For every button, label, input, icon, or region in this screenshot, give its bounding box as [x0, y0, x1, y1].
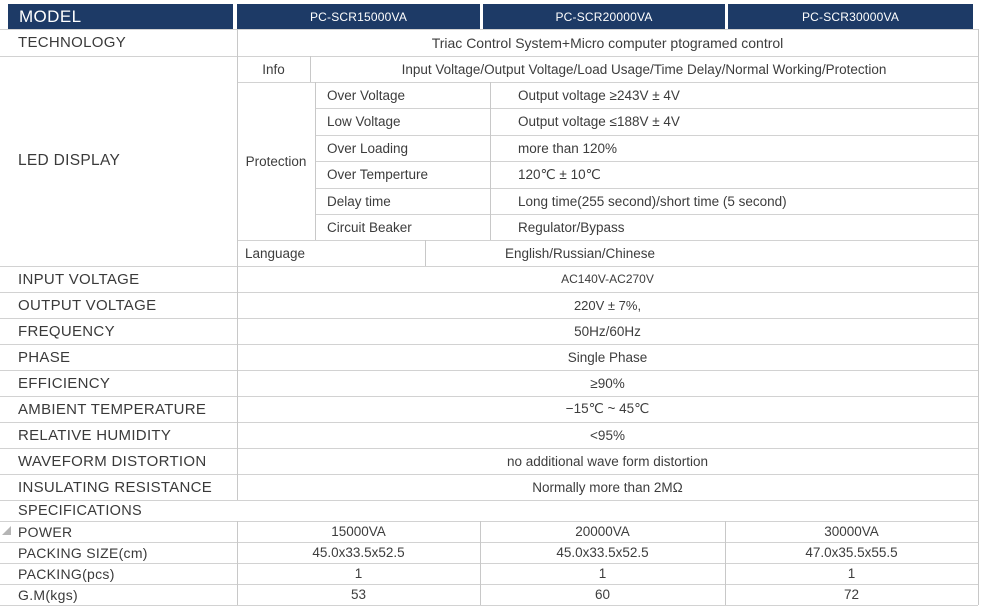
protection-row-value: Long time(255 second)/short time (5 second) [518, 193, 787, 209]
spec-table-value: 30000VA [824, 524, 879, 539]
spec-value: ≥90% [590, 375, 625, 391]
grid-line-v [237, 29, 238, 500]
grid-line-h [0, 396, 978, 397]
protection-row-name: Circuit Beaker [327, 219, 412, 235]
grid-line-h [0, 474, 978, 475]
spec-label: AMBIENT TEMPERATURE [18, 400, 207, 418]
spec-table-value: 20000VA [575, 524, 630, 539]
spec-table-value: 72 [843, 587, 860, 602]
grid-line-h [0, 448, 978, 449]
model-column-2 [483, 4, 725, 29]
spec-label: INSULATING RESISTANCE [18, 478, 213, 496]
grid-line-h [0, 542, 978, 543]
grid-line-h [237, 82, 978, 83]
grid-line-h [0, 584, 978, 585]
grid-line-h [0, 605, 978, 606]
spec-label: PHASE [18, 348, 71, 366]
grid-line-v [490, 82, 491, 240]
spec-table-value: 60 [594, 587, 611, 602]
protection-row-value: 120℃ ± 10℃ [518, 166, 601, 182]
protection-row-name: Over Loading [327, 140, 409, 156]
spec-table-label: POWER [18, 523, 73, 540]
protection-row-value: Output voltage ≥243V ± 4V [518, 87, 680, 103]
spec-table-label: PACKING SIZE(cm) [18, 544, 148, 561]
grid-line-v [425, 240, 426, 266]
grid-line-h [0, 29, 978, 30]
spec-value: Normally more than 2MΩ [532, 479, 683, 495]
spec-label: EFFICIENCY [18, 374, 111, 392]
grid-line-h [0, 370, 978, 371]
spec-value: Single Phase [567, 349, 648, 365]
spec-value: −15℃ ~ 45℃ [565, 401, 650, 416]
led-display-label: LED DISPLAY [18, 152, 121, 169]
spec-value: no additional wave form distortion [506, 453, 709, 469]
grid-line-h [315, 161, 978, 162]
spec-table-value: 15000VA [331, 524, 386, 539]
spec-label: INPUT VOLTAGE [18, 270, 140, 288]
spec-table-label: PACKING(pcs) [18, 565, 115, 582]
grid-line-h [315, 188, 978, 189]
grid-line-h [0, 500, 978, 501]
spec-table-value: 47.0x35.5x55.5 [805, 545, 898, 560]
grid-line-v [480, 521, 481, 605]
model-header-cell [8, 4, 233, 29]
spec-table-value: 53 [350, 587, 367, 602]
technology-label: TECHNOLOGY [18, 34, 127, 51]
grid-line-v [310, 56, 311, 82]
spec-table-value: 1 [847, 566, 856, 581]
spec-table-label: G.M(kgs) [18, 586, 78, 603]
grid-line-h [0, 318, 978, 319]
protection-row-name: Low Voltage [327, 114, 401, 129]
grid-line-h [237, 240, 978, 241]
grid-line-h [0, 521, 978, 522]
model-column-1 [237, 4, 480, 29]
technology-value: Triac Control System+Micro computer ptogramed control [431, 34, 784, 51]
grid-line-h [315, 135, 978, 136]
grid-line-h [0, 422, 978, 423]
grid-line-v [978, 29, 979, 605]
spec-label: WAVEFORM DISTORTION [18, 452, 207, 470]
grid-line-h [0, 563, 978, 564]
model-name-2: PC-SCR20000VA [555, 9, 653, 24]
spec-table-value: 1 [598, 566, 607, 581]
led-info-value: Input Voltage/Output Voltage/Load Usage/Time Delay/Normal Working/Protection [401, 61, 887, 77]
spec-label: FREQUENCY [18, 322, 115, 340]
protection-row-name: Over Voltage [327, 87, 406, 103]
grid-line-h [315, 108, 978, 109]
protection-row-value: more than 120% [518, 140, 618, 156]
led-info-label: Info [262, 61, 285, 77]
spec-value: <95% [590, 427, 625, 443]
spec-value: 220V ± 7%, [573, 297, 642, 313]
spec-label: RELATIVE HUMIDITY [18, 426, 172, 444]
model-header-label: MODEL [19, 6, 82, 26]
grid-line-v [315, 82, 316, 240]
specifications-title: SPECIFICATIONS [18, 502, 142, 519]
model-name-1: PC-SCR15000VA [309, 9, 408, 24]
grid-line-v [725, 521, 726, 605]
spec-table-value: 45.0x33.5x52.5 [556, 545, 649, 560]
grid-line-v [237, 521, 238, 605]
grid-line-h [315, 214, 978, 215]
grid-line-h [0, 56, 978, 57]
spec-value: 50Hz/60Hz [574, 323, 641, 339]
protection-row-name: Delay time [327, 193, 391, 209]
protection-label: Protection [245, 153, 307, 169]
spec-value: AC140V-AC270V [561, 272, 654, 286]
grid-line-h [0, 344, 978, 345]
grid-line-h [0, 266, 978, 267]
model-column-3 [728, 4, 973, 29]
model-name-3: PC-SCR30000VA [801, 9, 900, 24]
language-value: English/Russian/Chinese [504, 245, 656, 261]
spec-label: OUTPUT VOLTAGE [18, 296, 157, 314]
spec-table-value: 1 [354, 566, 363, 581]
protection-row-name: Over Temperture [327, 167, 429, 182]
language-label: Language [245, 245, 306, 261]
grid-line-h [0, 292, 978, 293]
protection-row-value: Output voltage ≤188V ± 4V [518, 114, 680, 129]
spec-table-value: 45.0x33.5x52.5 [312, 545, 405, 560]
protection-row-value: Regulator/Bypass [518, 219, 625, 235]
